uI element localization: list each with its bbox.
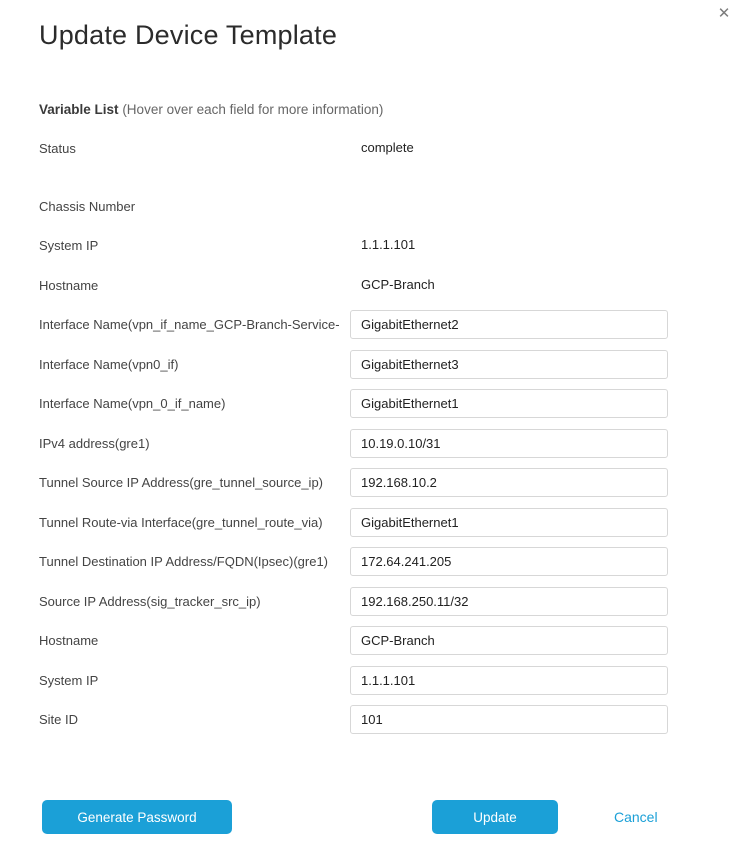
field-row-hostname-static: [39, 277, 713, 295]
field-value-hostname-static: GCP-Branch: [361, 277, 435, 292]
page-title: Update Device Template: [39, 20, 338, 50]
source-ip-address-input[interactable]: [350, 587, 668, 616]
field-label-hostname-static: Hostname: [39, 278, 99, 294]
field-label-interface-name-vpn0-if: Interface Name(vpn0_if): [39, 356, 179, 372]
tunnel-source-ip-input[interactable]: [350, 468, 668, 497]
field-label-tunnel-destination-ip: Tunnel Destination IP Address/FQDN(Ipsec)(gre1): [39, 554, 329, 569]
variable-list-heading-hint: (Hover over each field for more information): [122, 102, 384, 117]
field-row-system-ip: [39, 666, 713, 695]
field-row-tunnel-destination-ip: [39, 547, 713, 576]
field-label-hostname: Hostname: [39, 633, 99, 648]
generate-password-button[interactable]: Generate Password: [42, 800, 232, 834]
field-label-chassis-number: Chassis Number: [39, 199, 136, 215]
ipv4-address-gre1-input[interactable]: [350, 429, 668, 458]
field-label-interface-name-service: Interface Name(vpn_if_name_GCP-Branch-Service-: [39, 317, 340, 332]
field-row-tunnel-source-ip: [39, 468, 713, 497]
field-label-system-ip-static: System IP: [39, 238, 99, 254]
variable-list-heading-title: Variable List: [39, 102, 119, 117]
cancel-link[interactable]: Cancel: [614, 809, 658, 825]
close-icon[interactable]: ✕: [717, 5, 731, 22]
update-button[interactable]: Update: [432, 800, 558, 834]
tunnel-route-via-interface-input[interactable]: [350, 508, 668, 537]
field-value-system-ip-static: 1.1.1.101: [361, 237, 416, 252]
field-label-tunnel-route-via: Tunnel Route-via Interface(gre_tunnel_route_via): [39, 514, 323, 530]
field-label-interface-name-vpn-0-if-name: Interface Name(vpn_0_if_name): [39, 396, 226, 411]
field-label-site-id: Site ID: [39, 712, 79, 727]
hostname-input[interactable]: [350, 626, 668, 655]
field-row-ipv4-address-gre1: [39, 429, 713, 458]
field-row-chassis-number: [39, 198, 713, 216]
field-row-hostname: [39, 626, 713, 655]
field-row-interface-name-vpn0-if: [39, 350, 713, 379]
tunnel-destination-ip-input[interactable]: [350, 547, 668, 576]
site-id-input[interactable]: [350, 705, 668, 734]
field-value-status: complete: [361, 140, 414, 155]
field-row-tunnel-route-via: [39, 508, 713, 537]
field-label-status: Status: [39, 141, 76, 157]
field-label-source-ip-address: Source IP Address(sig_tracker_src_ip): [39, 593, 261, 609]
interface-name-service-input[interactable]: [350, 310, 668, 339]
field-row-status: [39, 140, 713, 158]
field-row-site-id: [39, 705, 713, 734]
variable-list-heading: [39, 102, 383, 117]
field-label-system-ip: System IP: [39, 672, 99, 688]
field-row-system-ip-static: [39, 237, 713, 255]
interface-name-vpn0-if-input[interactable]: [350, 350, 668, 379]
interface-name-vpn-0-if-name-input[interactable]: [350, 389, 668, 418]
field-label-tunnel-source-ip: Tunnel Source IP Address(gre_tunnel_source_ip): [39, 475, 324, 490]
field-row-interface-name-vpn-0-if-name: [39, 389, 713, 418]
system-ip-input[interactable]: [350, 666, 668, 695]
field-row-source-ip-address: [39, 587, 713, 616]
field-label-ipv4-address-gre1: IPv4 address(gre1): [39, 435, 150, 451]
field-row-interface-name-service: [39, 310, 713, 339]
